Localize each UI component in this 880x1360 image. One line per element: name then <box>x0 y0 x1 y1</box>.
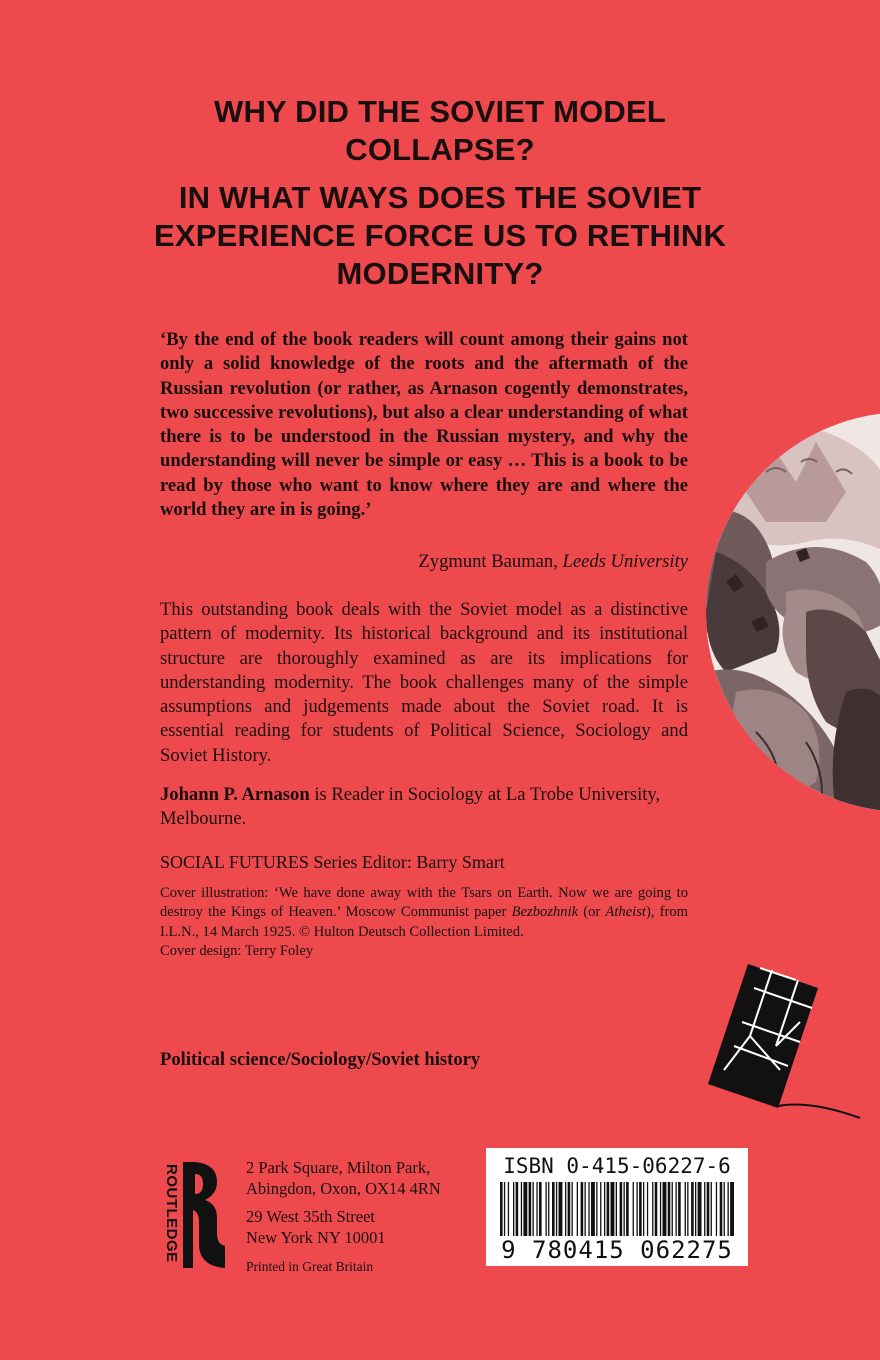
routledge-logo-mark <box>183 1162 225 1268</box>
headline-question-2: IN WHAT WAYS DOES THE SOVIET EXPERIENCE FORCE US TO RETHINK MODERNITY? <box>153 180 727 291</box>
cover-design-credit: Cover design: Terry Foley <box>160 942 314 959</box>
author-bio-text: is Reader in Sociology at La Trobe University, Melbourne. <box>160 784 661 830</box>
review-quote: ‘By the end of the book readers will count among their gains not only a solid knowledge of the roots and the aftermath of the Russian revolution (or rather, as Arnason cogently demonstrates, two successive revolutions), but also a clear understanding of what there is to be understood in the Russian mystery, and why the understanding will never be simple or easy … This is a book to be read by those who want to know where they are and where the world they are in is going.’ <box>160 329 688 521</box>
credit-text-3: ), from I.L.N., 14 March 1925. © Hulton Deutsch Collection Limited. <box>160 904 688 940</box>
routledge-logo-text: ROUTLEDGE <box>163 1164 180 1263</box>
address-line-4: New York NY 10001 <box>246 1227 386 1247</box>
author-bio <box>160 783 688 832</box>
author-name: Johann P. Arnason <box>160 784 310 805</box>
book-description: This outstanding book deals with the Soviet model as a distinctive pattern of modernity. Its historical background and its institutional structure are thoroughly examined as are its implications for understanding modernity. The book challenges many of the simple assumptions and judgements made about the Soviet road. It is essential reading for students of Political Science, Sociology and Soviet History. <box>160 599 688 766</box>
credit-text-1: Cover illustration: ‘We have done away with the Tsars on Earth. Now we are going to destroy the Kings of Heaven.’ Moscow Communist paper <box>160 885 688 921</box>
credit-paper-english: Atheist <box>605 904 646 921</box>
printed-in: Printed in Great Britain <box>246 1259 374 1275</box>
address-line-2: Abingdon, Oxon, OX14 4RN <box>246 1178 441 1198</box>
isbn-barcode <box>486 1148 748 1266</box>
publisher-address <box>246 1158 441 1278</box>
attribution-affiliation: Leeds University <box>562 551 688 572</box>
address-line-3: 29 West 35th Street <box>246 1207 375 1227</box>
series-editor: SOCIAL FUTURES Series Editor: Barry Smart <box>160 852 505 872</box>
cover-illustration <box>706 412 880 812</box>
headline-question-1: WHY DID THE SOVIET MODEL COLLAPSE? <box>213 94 667 167</box>
kite-graphic <box>700 960 880 1120</box>
routledge-logo <box>155 1160 235 1270</box>
illustration-artwork <box>706 412 880 812</box>
credit-paper-name: Bezbozhnik <box>511 904 579 921</box>
isbn-label: ISBN 0-415-06227-6 <box>503 1154 731 1178</box>
cover-credits <box>160 884 688 961</box>
barcode-digits: 9 780415 062275 <box>498 1236 736 1264</box>
subject-category: Political science/Sociology/Soviet history <box>160 1049 481 1070</box>
address-line-1: 2 Park Square, Milton Park, <box>246 1158 431 1177</box>
credit-text-2: (or <box>578 904 606 921</box>
attribution-name: Zygmunt Bauman, <box>418 551 563 572</box>
quote-attribution <box>418 550 688 574</box>
